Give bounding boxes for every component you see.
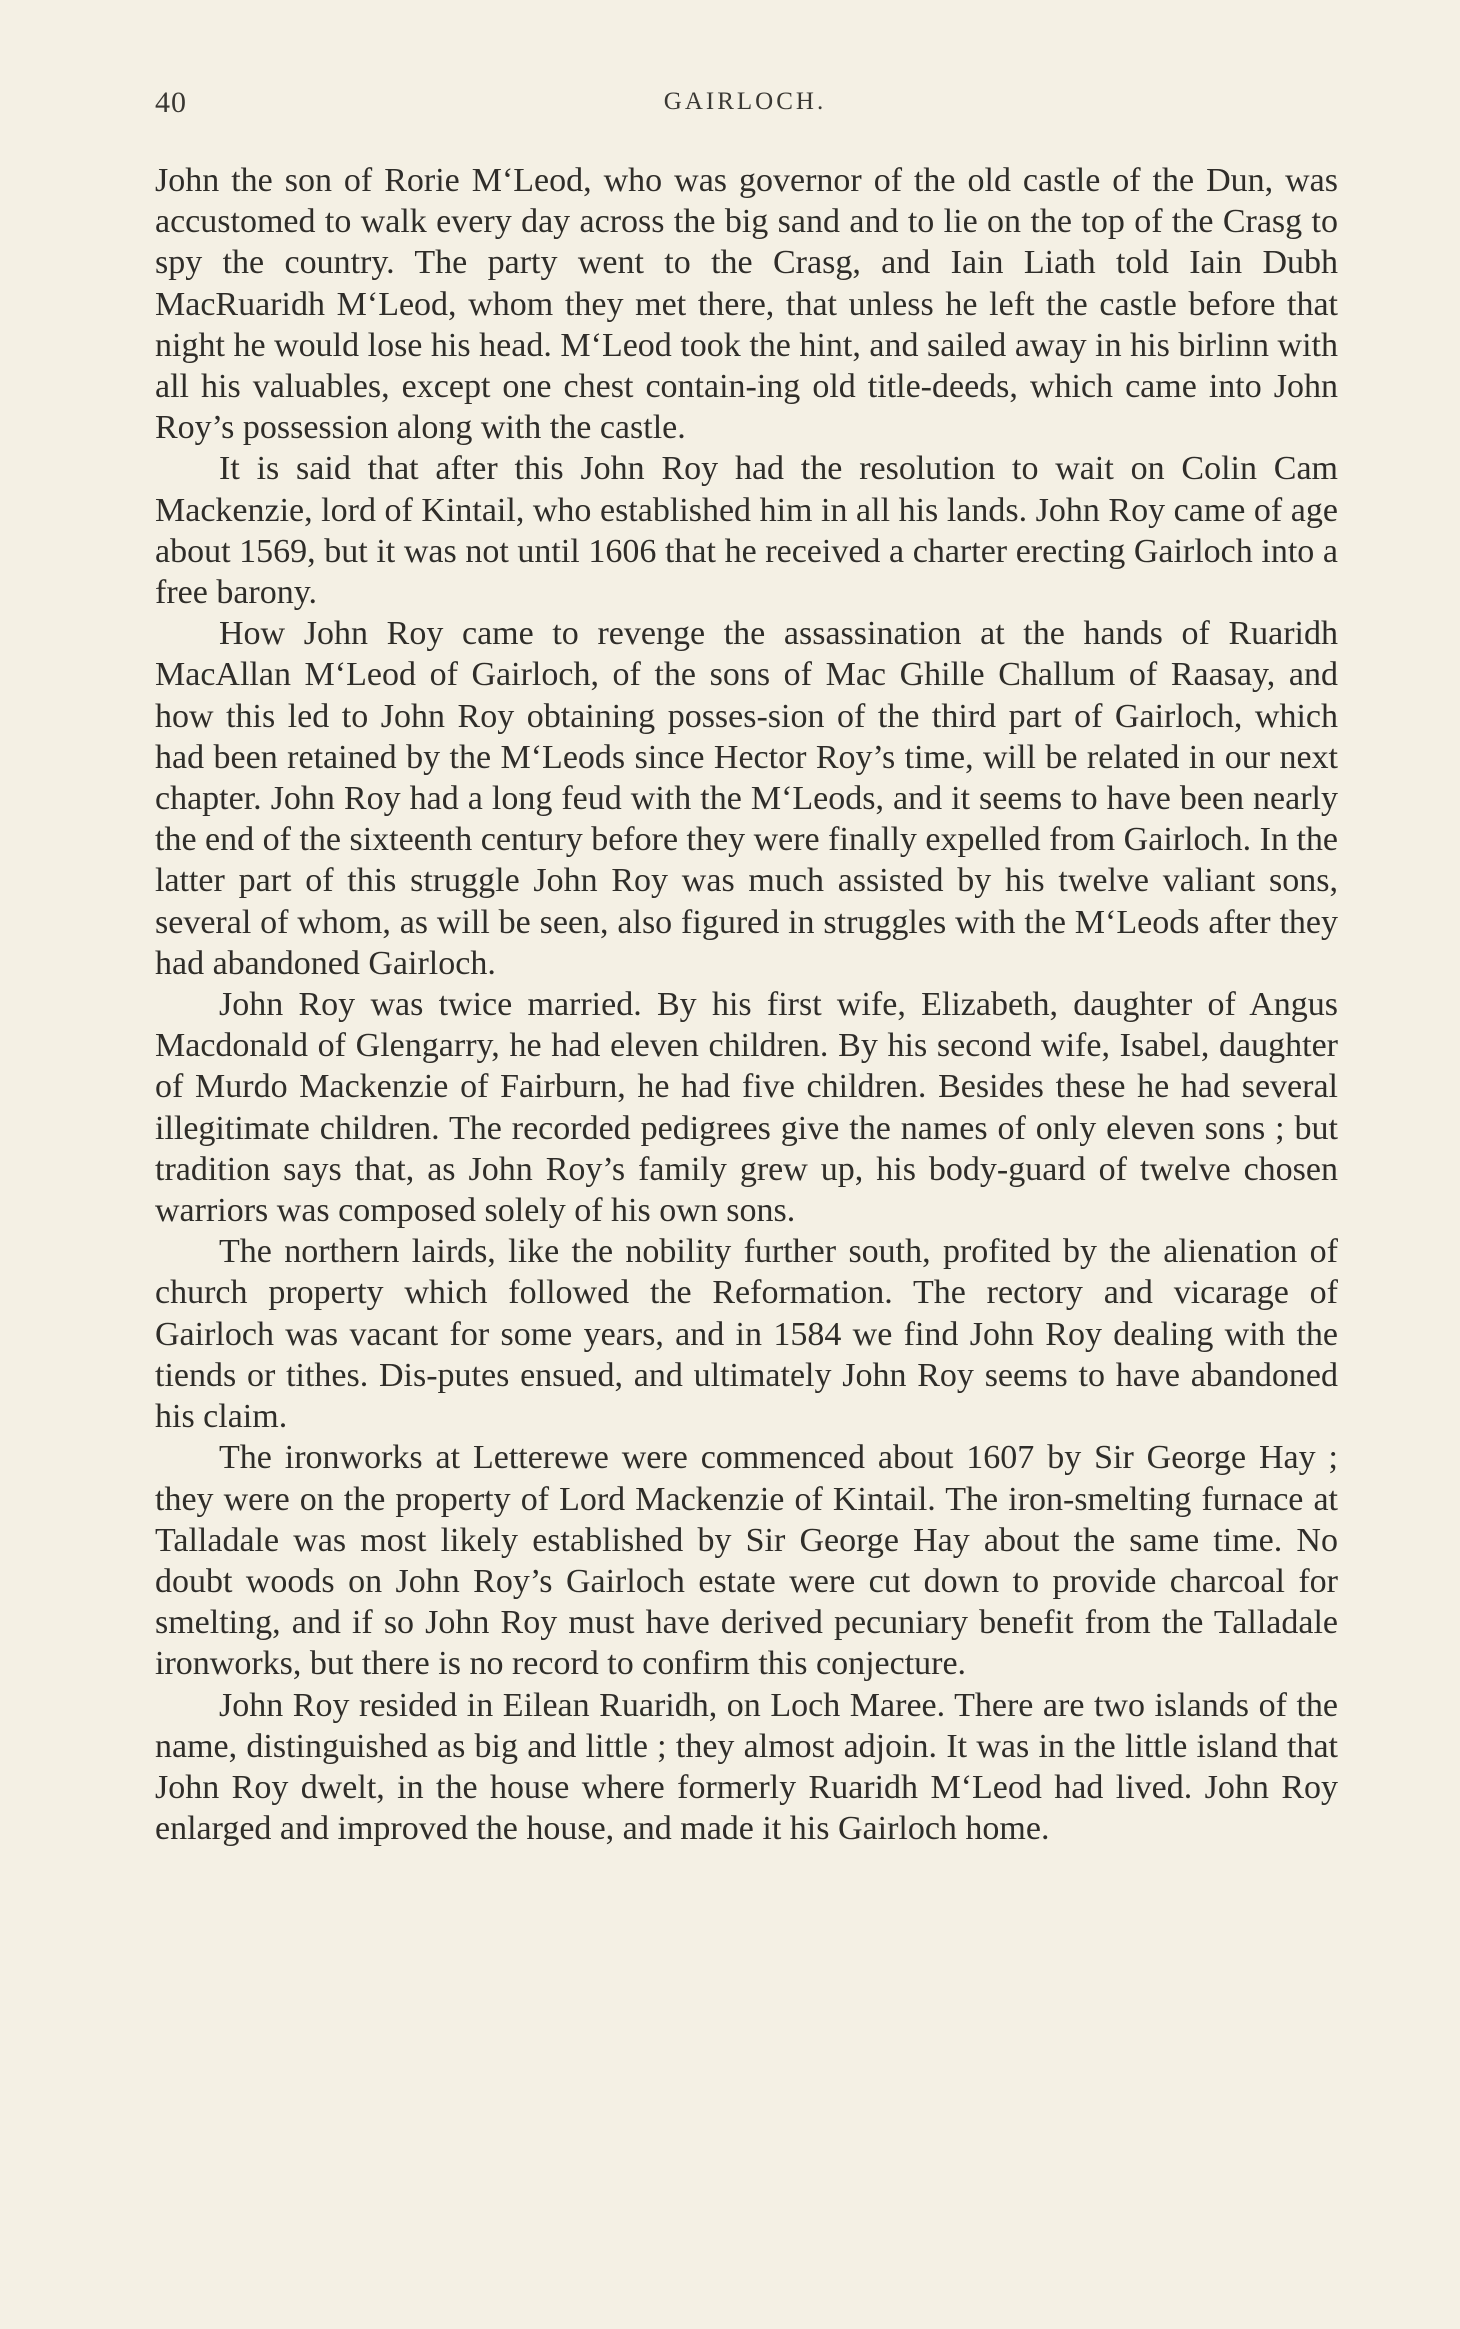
body-text (155, 160, 1338, 1849)
page-number: 40 (155, 86, 187, 119)
running-title: GAIRLOCH. (663, 88, 827, 115)
paragraph: The northern lairds, like the nobility further south, profited by the alienation of church property which followed the Reformation. The rectory and vicarage of Gairloch was vacant for some years, and in 1584 we find John Roy dealing with the tiends or tithes. Dis-putes ensued, and ultimately John Roy seems to have abandoned his claim. (155, 1233, 1338, 1436)
page-header (155, 86, 1335, 126)
paragraph: John the son of Rorie M‘Leod, who was governor of the old castle of the Dun, was accustomed to walk every day across the big sand and to lie on the top of the Crasg to spy the country. The party went to the Crasg, and Iain Liath told Iain Dubh MacRuaridh M‘Leod, whom they met there, that unless he left the castle before that night he would lose his head. M‘Leod took the hint, and sailed away in his birlinn with all his valuables, except one chest contain-ing old title-deeds, which came into John Roy’s possession along with the castle. (155, 162, 1338, 447)
paragraph: How John Roy came to revenge the assassination at the hands of Ruaridh MacAllan M‘Leod of Gairloch, of the sons of Mac Ghille Challum of Raasay, and how this led to John Roy obtaining posses-sion of the third part of Gairloch, which had been retained by the M‘Leods since Hector Roy’s time, will be related in our next chapter. John Roy had a long feud with the M‘Leods, and it seems to have been nearly the end of the sixteenth century before they were finally expelled from Gairloch. In the latter part of this struggle John Roy was much assisted by his twelve valiant sons, several of whom, as will be seen, also figured in struggles with the M‘Leods after they had abandoned Gairloch. (155, 615, 1338, 982)
paragraph: John Roy resided in Eilean Ruaridh, on Loch Maree. There are two islands of the name, distinguished as big and little ; they almost adjoin. It was in the little island that John Roy dwelt, in the house where formerly Ruaridh M‘Leod had lived. John Roy enlarged and improved the house, and made it his Gairloch home. (155, 1686, 1338, 1848)
paragraph: John Roy was twice married. By his first wife, Elizabeth, daughter of Angus Macdonald of Glengarry, he had eleven children. By his second wife, Isabel, daughter of Murdo Mackenzie of Fairburn, he had five children. Besides these he had several illegitimate children. The recorded pedigrees give the names of only eleven sons ; but tradition says that, as John Roy’s family grew up, his body-guard of twelve chosen warriors was composed solely of his own sons. (155, 986, 1338, 1230)
paragraph: It is said that after this John Roy had the resolution to wait on Colin Cam Mackenzie, lord of Kintail, who established him in all his lands. John Roy came of age about 1569, but it was not until 1606 that he received a charter erecting Gairloch into a free barony. (155, 450, 1338, 612)
paragraph: The ironworks at Letterewe were commenced about 1607 by Sir George Hay ; they were on the property of Lord Mackenzie of Kintail. The iron-smelting furnace at Talladale was most likely established by Sir George Hay about the same time. No doubt woods on John Roy’s Gairloch estate were cut down to provide charcoal for smelting, and if so John Roy must have derived pecuniary benefit from the Talladale ironworks, but there is no record to confirm this conjecture. (155, 1439, 1338, 1683)
